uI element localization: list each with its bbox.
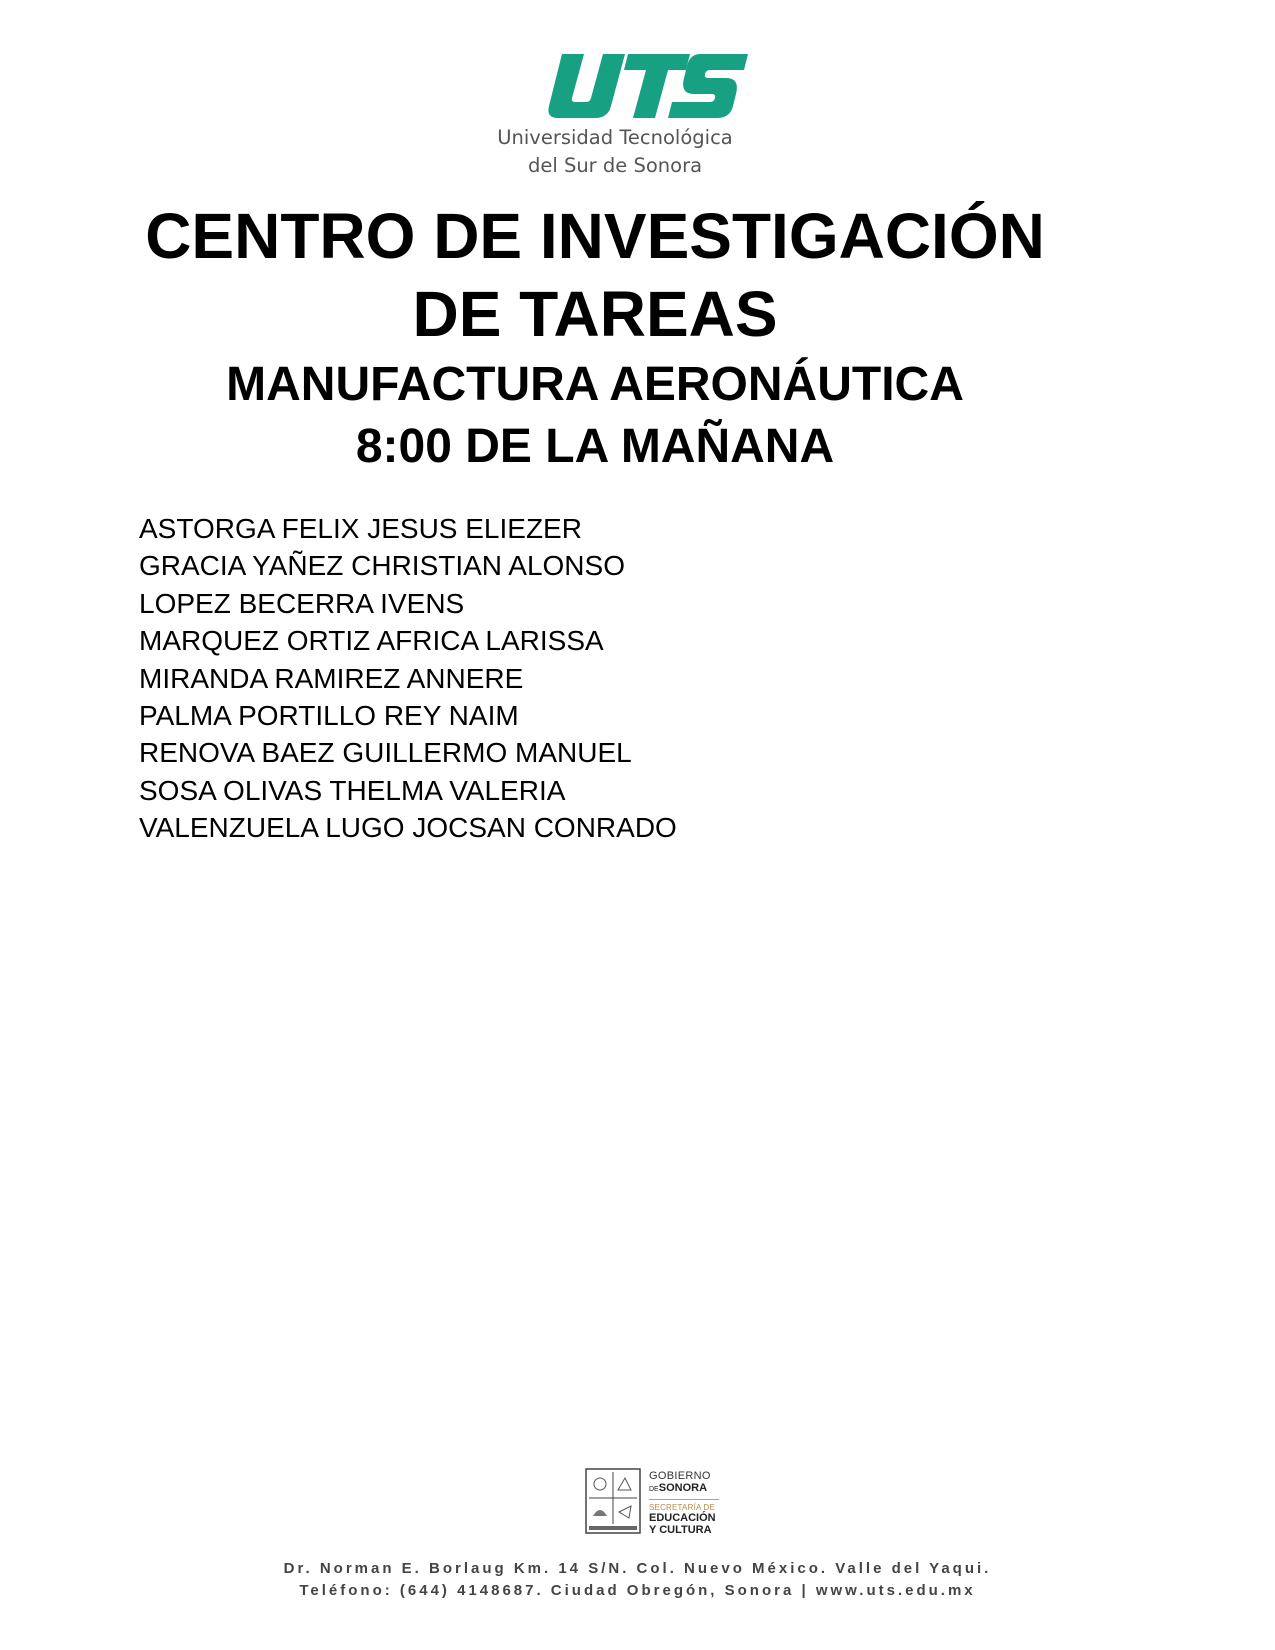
institution-name-line1: Universidad Tecnológica bbox=[497, 126, 733, 149]
government-label: GOBIERNO bbox=[649, 1470, 711, 1482]
list-item: RENOVA BAEZ GUILLERMO MANUEL bbox=[139, 737, 632, 769]
document-title-line1: CENTRO DE INVESTIGACIÓN bbox=[145, 200, 1045, 272]
list-item: GRACIA YAÑEZ CHRISTIAN ALONSO bbox=[139, 550, 625, 582]
secretariat-name-line2: Y CULTURA bbox=[649, 1524, 712, 1536]
secretariat-label: SECRETARÍA DE bbox=[649, 1503, 716, 1512]
secretariat-name-line1: EDUCACIÓN bbox=[649, 1512, 716, 1524]
footer-contact: Teléfono: (644) 4148687. Ciudad Obregón, Sonora | www.uts.edu.mx bbox=[299, 1582, 976, 1599]
state-name-text: SONORA bbox=[658, 1482, 708, 1494]
institution-name bbox=[460, 124, 770, 180]
state-prefix: DE bbox=[649, 1486, 659, 1493]
list-item: LOPEZ BECERRA IVENS bbox=[139, 587, 465, 619]
program-name: MANUFACTURA AERONÁUTICA bbox=[226, 358, 964, 411]
sonora-coat-of-arms-icon bbox=[585, 1468, 641, 1534]
government-text bbox=[649, 1470, 745, 1536]
list-item: ASTORGA FELIX JESUS ELIEZER bbox=[139, 513, 582, 544]
uts-logo bbox=[460, 50, 770, 190]
institution-name-line2: del Sur de Sonora bbox=[527, 154, 703, 177]
list-item: VALENZUELA LUGO JOCSAN CONRADO bbox=[139, 812, 677, 844]
list-item: MIRANDA RAMIREZ ANNERE bbox=[139, 662, 524, 694]
divider bbox=[649, 1499, 719, 1500]
list-item: MARQUEZ ORTIZ AFRICA LARISSA bbox=[139, 625, 604, 657]
footer-address: Dr. Norman E. Borlaug Km. 14 S/N. Col. Nuevo México. Valle del Yaqui. bbox=[283, 1560, 992, 1577]
government-logo bbox=[585, 1468, 745, 1538]
schedule-time: 8:00 DE LA MAÑANA bbox=[355, 420, 835, 473]
state-name bbox=[649, 1482, 745, 1496]
list-item: PALMA PORTILLO REY NAIM bbox=[139, 700, 519, 732]
document-title-line2: DE TAREAS bbox=[412, 278, 778, 350]
uts-logo-icon bbox=[540, 50, 750, 122]
list-item: SOSA OLIVAS THELMA VALERIA bbox=[139, 774, 566, 806]
student-list bbox=[139, 510, 677, 847]
